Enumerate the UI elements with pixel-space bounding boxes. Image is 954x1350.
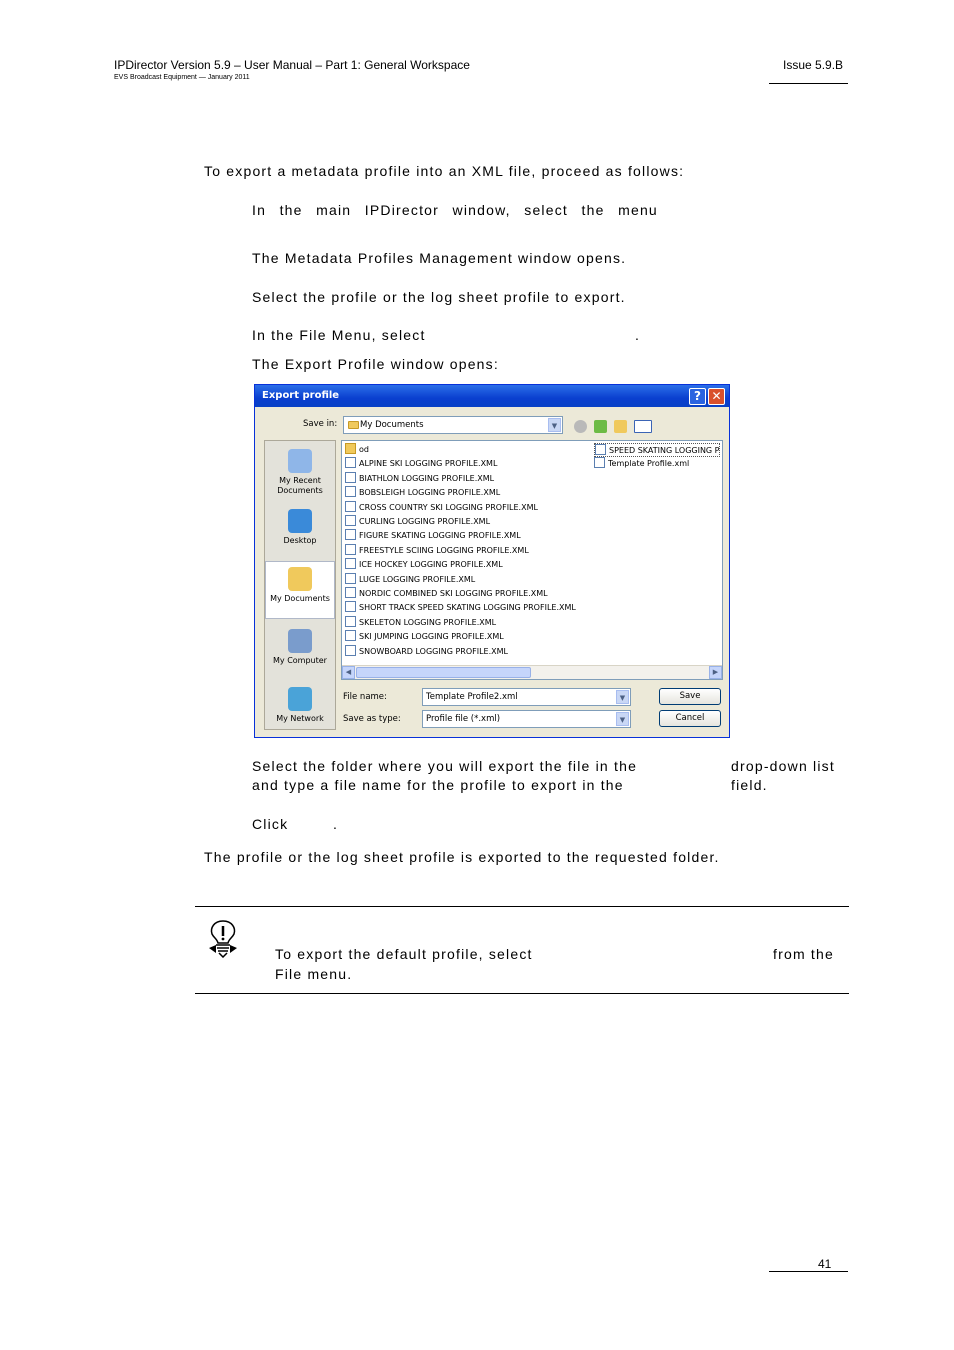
new-folder-icon[interactable] — [614, 420, 627, 433]
step-1-word: menu — [618, 202, 658, 218]
dialog-title: Export profile — [262, 390, 340, 401]
file-name: SNOWBOARD LOGGING PROFILE.XML — [359, 647, 508, 656]
list-item[interactable] — [345, 472, 494, 486]
save-in-value: My Documents — [360, 420, 424, 430]
list-item[interactable] — [345, 601, 576, 615]
list-item[interactable] — [345, 486, 500, 500]
step-3-result: The Export Profile window opens: — [252, 356, 499, 372]
views-menu-icon[interactable] — [634, 420, 652, 433]
save-as-type-value: Profile file (*.xml) — [426, 714, 501, 724]
up-folder-icon[interactable] — [594, 420, 607, 433]
step-3-end: . — [635, 327, 641, 343]
list-item[interactable] — [345, 587, 548, 601]
desktop-icon — [288, 509, 312, 533]
xml-file-icon — [345, 486, 356, 497]
file-name: CROSS COUNTRY SKI LOGGING PROFILE.XML — [359, 503, 538, 512]
note-line2: File menu. — [275, 966, 353, 982]
footer-rule — [769, 1271, 848, 1272]
list-item[interactable] — [345, 443, 369, 457]
save-in-dropdown[interactable] — [343, 416, 563, 434]
recent-documents-icon — [288, 449, 312, 473]
xml-file-icon — [345, 515, 356, 526]
file-name: SKELETON LOGGING PROFILE.XML — [359, 618, 497, 627]
file-name: BIATHLON LOGGING PROFILE.XML — [359, 474, 495, 483]
note-line1-a: To export the default profile, select — [275, 946, 533, 962]
header-title: IPDirector Version 5.9 – User Manual – Part 1: General Workspace — [114, 58, 470, 72]
scrollbar-thumb[interactable] — [356, 667, 531, 678]
xml-file-icon — [595, 444, 606, 455]
header-subtitle: EVS Broadcast Equipment — January 2011 — [114, 74, 250, 81]
step-1-word: IPDirector — [364, 202, 440, 218]
xml-file-icon — [345, 558, 356, 569]
place-label: Documents — [277, 486, 323, 495]
list-item[interactable] — [594, 443, 720, 457]
file-name: Template Profile.xml — [608, 459, 690, 468]
file-name: FREESTYLE SCIING LOGGING PROFILE.XML — [359, 546, 529, 555]
step-5-end: . — [333, 816, 339, 832]
file-name: CURLING LOGGING PROFILE.XML — [359, 517, 491, 526]
scroll-right-icon[interactable]: ▶ — [709, 666, 722, 679]
xml-file-icon — [345, 457, 356, 468]
place-label: My Network — [276, 714, 324, 723]
file-name: od — [359, 445, 369, 454]
chevron-down-icon: ▼ — [548, 418, 561, 432]
step-4-line2-b: field. — [731, 777, 768, 793]
xml-file-icon — [345, 601, 356, 612]
xml-file-icon — [345, 544, 356, 555]
chevron-down-icon: ▼ — [616, 712, 629, 726]
save-as-type-label: Save as type: — [343, 714, 401, 724]
my-documents-icon — [288, 567, 312, 591]
xml-file-icon — [345, 645, 356, 656]
xml-file-icon — [345, 630, 356, 641]
scroll-left-icon[interactable]: ◀ — [342, 666, 355, 679]
place-my-recent-documents[interactable] — [265, 449, 335, 496]
file-name: LUGE LOGGING PROFILE.XML — [359, 575, 476, 584]
xml-file-icon — [345, 501, 356, 512]
list-item[interactable] — [345, 616, 496, 630]
place-my-computer[interactable] — [265, 629, 335, 666]
xml-file-icon — [345, 529, 356, 540]
header-issue: Issue 5.9.B — [783, 58, 844, 72]
my-computer-icon — [288, 629, 312, 653]
my-network-icon — [288, 687, 312, 711]
folder-icon — [348, 421, 359, 429]
step-5: Click — [252, 816, 289, 832]
xml-file-icon — [345, 472, 356, 483]
export-profile-dialog — [254, 384, 730, 738]
xml-file-icon — [345, 573, 356, 584]
step-4-line1-a: Select the folder where you will export the file in the — [252, 758, 638, 774]
places-bar — [264, 440, 336, 730]
step-4-line2-a: and type a file name for the profile to export in the — [252, 777, 624, 793]
list-item[interactable] — [345, 515, 490, 529]
list-item[interactable] — [594, 457, 689, 471]
help-button[interactable]: ? — [689, 388, 706, 405]
save-in-label: Save in: — [303, 419, 338, 429]
step-4-line1-b: drop-down list — [731, 758, 835, 774]
place-label: My Documents — [270, 594, 330, 603]
xml-file-icon — [345, 587, 356, 598]
horizontal-scrollbar[interactable] — [342, 665, 722, 679]
step-1-word: select — [524, 202, 569, 218]
file-name-input[interactable] — [422, 688, 631, 706]
place-my-network[interactable] — [265, 687, 335, 724]
cancel-button[interactable]: Cancel — [659, 710, 721, 727]
file-name: NORDIC COMBINED SKI LOGGING PROFILE.XML — [359, 589, 548, 598]
step-3: In the File Menu, select — [252, 327, 426, 343]
save-as-type-select[interactable] — [422, 710, 631, 728]
file-name-label: File name: — [343, 692, 387, 702]
file-list[interactable] — [341, 440, 723, 680]
place-label: Desktop — [283, 536, 317, 545]
note-lightbulb-icon — [206, 918, 240, 958]
save-button[interactable]: Save — [659, 688, 721, 705]
list-item[interactable] — [345, 630, 504, 644]
file-name-value: Template Profile2.xml — [426, 692, 518, 702]
place-label: My Recent — [279, 476, 321, 485]
file-name: BOBSLEIGH LOGGING PROFILE.XML — [359, 488, 501, 497]
dialog-title-bar — [255, 385, 729, 407]
place-my-documents[interactable] — [265, 561, 335, 619]
step-2: Select the profile or the log sheet profile to export. — [252, 289, 626, 305]
list-item[interactable] — [345, 558, 503, 572]
place-label: My Computer — [273, 656, 327, 665]
list-item[interactable] — [345, 457, 497, 471]
note-line1-b: from the — [773, 946, 834, 962]
intro-paragraph: To export a metadata profile into an XML file, proceed as follows: — [204, 163, 685, 179]
folder-icon — [345, 443, 356, 454]
file-name: SKI JUMPING LOGGING PROFILE.XML — [359, 632, 504, 641]
list-item[interactable] — [345, 645, 508, 659]
note-top-rule — [195, 906, 849, 907]
file-name: FIGURE SKATING LOGGING PROFILE.XML — [359, 531, 521, 540]
step-1-word: window, — [452, 202, 511, 218]
outcome-paragraph: The profile or the log sheet profile is exported to the requested folder. — [204, 849, 720, 865]
list-item[interactable] — [345, 573, 475, 587]
file-name: SHORT TRACK SPEED SKATING LOGGING PROFILE.XML — [359, 603, 576, 612]
step-1 — [252, 202, 658, 218]
file-name: ICE HOCKEY LOGGING PROFILE.XML — [359, 560, 503, 569]
step-1-word: the — [581, 202, 605, 218]
xml-file-icon — [594, 457, 605, 468]
place-desktop[interactable] — [265, 509, 335, 546]
list-item[interactable] — [345, 501, 538, 515]
step-1-word: the — [279, 202, 303, 218]
back-icon[interactable] — [574, 420, 587, 433]
file-name: ALPINE SKI LOGGING PROFILE.XML — [359, 459, 498, 468]
step-1-word: In — [252, 202, 267, 218]
page-number: 41 — [818, 1257, 832, 1271]
note-bottom-rule — [195, 993, 849, 994]
file-name: SPEED SKATING LOGGING P — [609, 446, 720, 455]
close-button[interactable]: ✕ — [708, 388, 725, 405]
chevron-down-icon: ▼ — [616, 690, 629, 704]
xml-file-icon — [345, 616, 356, 627]
step-1-word: main — [316, 202, 352, 218]
header-rule — [769, 83, 848, 84]
list-item[interactable] — [345, 544, 529, 558]
list-item[interactable] — [345, 529, 521, 543]
step-1-result: The Metadata Profiles Management window opens. — [252, 250, 627, 266]
